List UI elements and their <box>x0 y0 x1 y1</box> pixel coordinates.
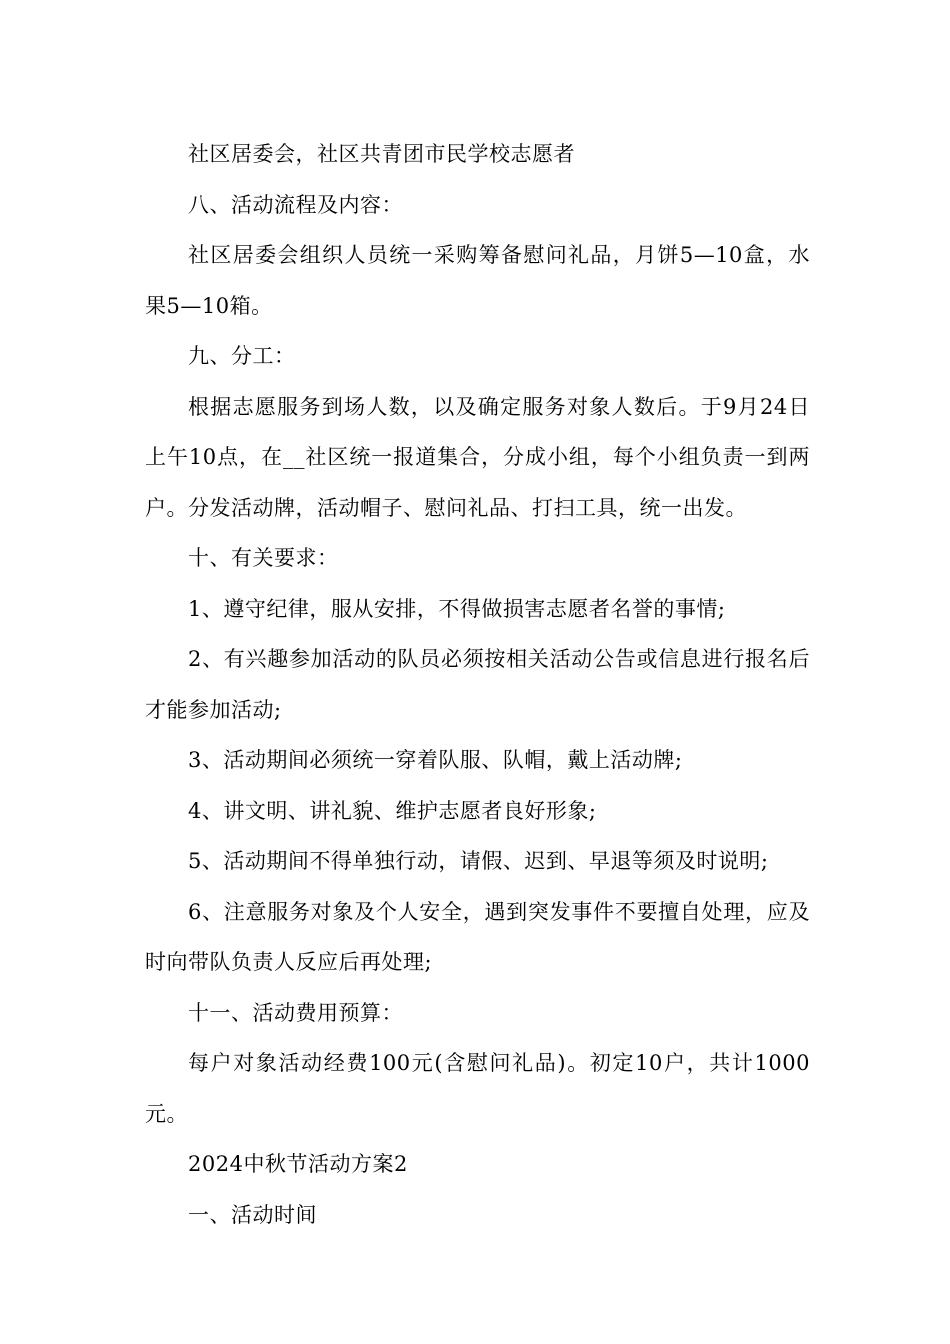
document-body <box>145 129 810 1240</box>
heading-activity-time: 一、活动时间 <box>188 1202 317 1227</box>
heading-budget: 十一、活动费用预算： <box>188 1000 403 1025</box>
requirement-item-2: 2、有兴趣参加活动的队员必须按相关活动公告或信息进行报名后才能参加活动; <box>145 647 810 722</box>
requirement-item-1: 1、遵守纪律，服从安排，不得做损害志愿者名誉的事情; <box>188 596 726 621</box>
requirement-item-5: 5、活动期间不得单独行动，请假、迟到、早退等须及时说明; <box>188 849 769 873</box>
paragraph-budget: 每户对象活动经费100元(含慰问礼品)。初定10户，共计1000元。 <box>145 1051 810 1126</box>
heading-process: 八、活动流程及内容： <box>188 192 403 217</box>
requirement-item-3: 3、活动期间必须统一穿着队服、队帽，戴上活动牌; <box>188 748 683 772</box>
paragraph-organizers: 社区居委会，社区共青团市民学校志愿者 <box>188 142 575 166</box>
heading-division: 九、分工： <box>188 344 296 368</box>
paragraph-division: 根据志愿服务到场人数，以及确定服务对象人数后。于9月24日上午10点，在__社区统一报道集合，分成小组，每个小组负责一到两户。分发活动牌，活动帽子、慰问礼品、打扫工具，统一出发。 <box>145 394 810 520</box>
requirement-item-6: 6、注意服务对象及个人安全，遇到突发事件不要擅自处理，应及时向带队负责人反应后再处理; <box>145 899 810 974</box>
heading-requirements: 十、有关要求： <box>188 546 339 570</box>
requirement-item-4: 4、讲文明、讲礼貌、维护志愿者良好形象; <box>188 798 597 823</box>
section-title-plan-2: 2024中秋节活动方案2 <box>188 1152 408 1176</box>
paragraph-procurement: 社区居委会组织人员统一采购筹备慰问礼品，月饼5—10盒，水果5—10箱。 <box>145 243 810 318</box>
